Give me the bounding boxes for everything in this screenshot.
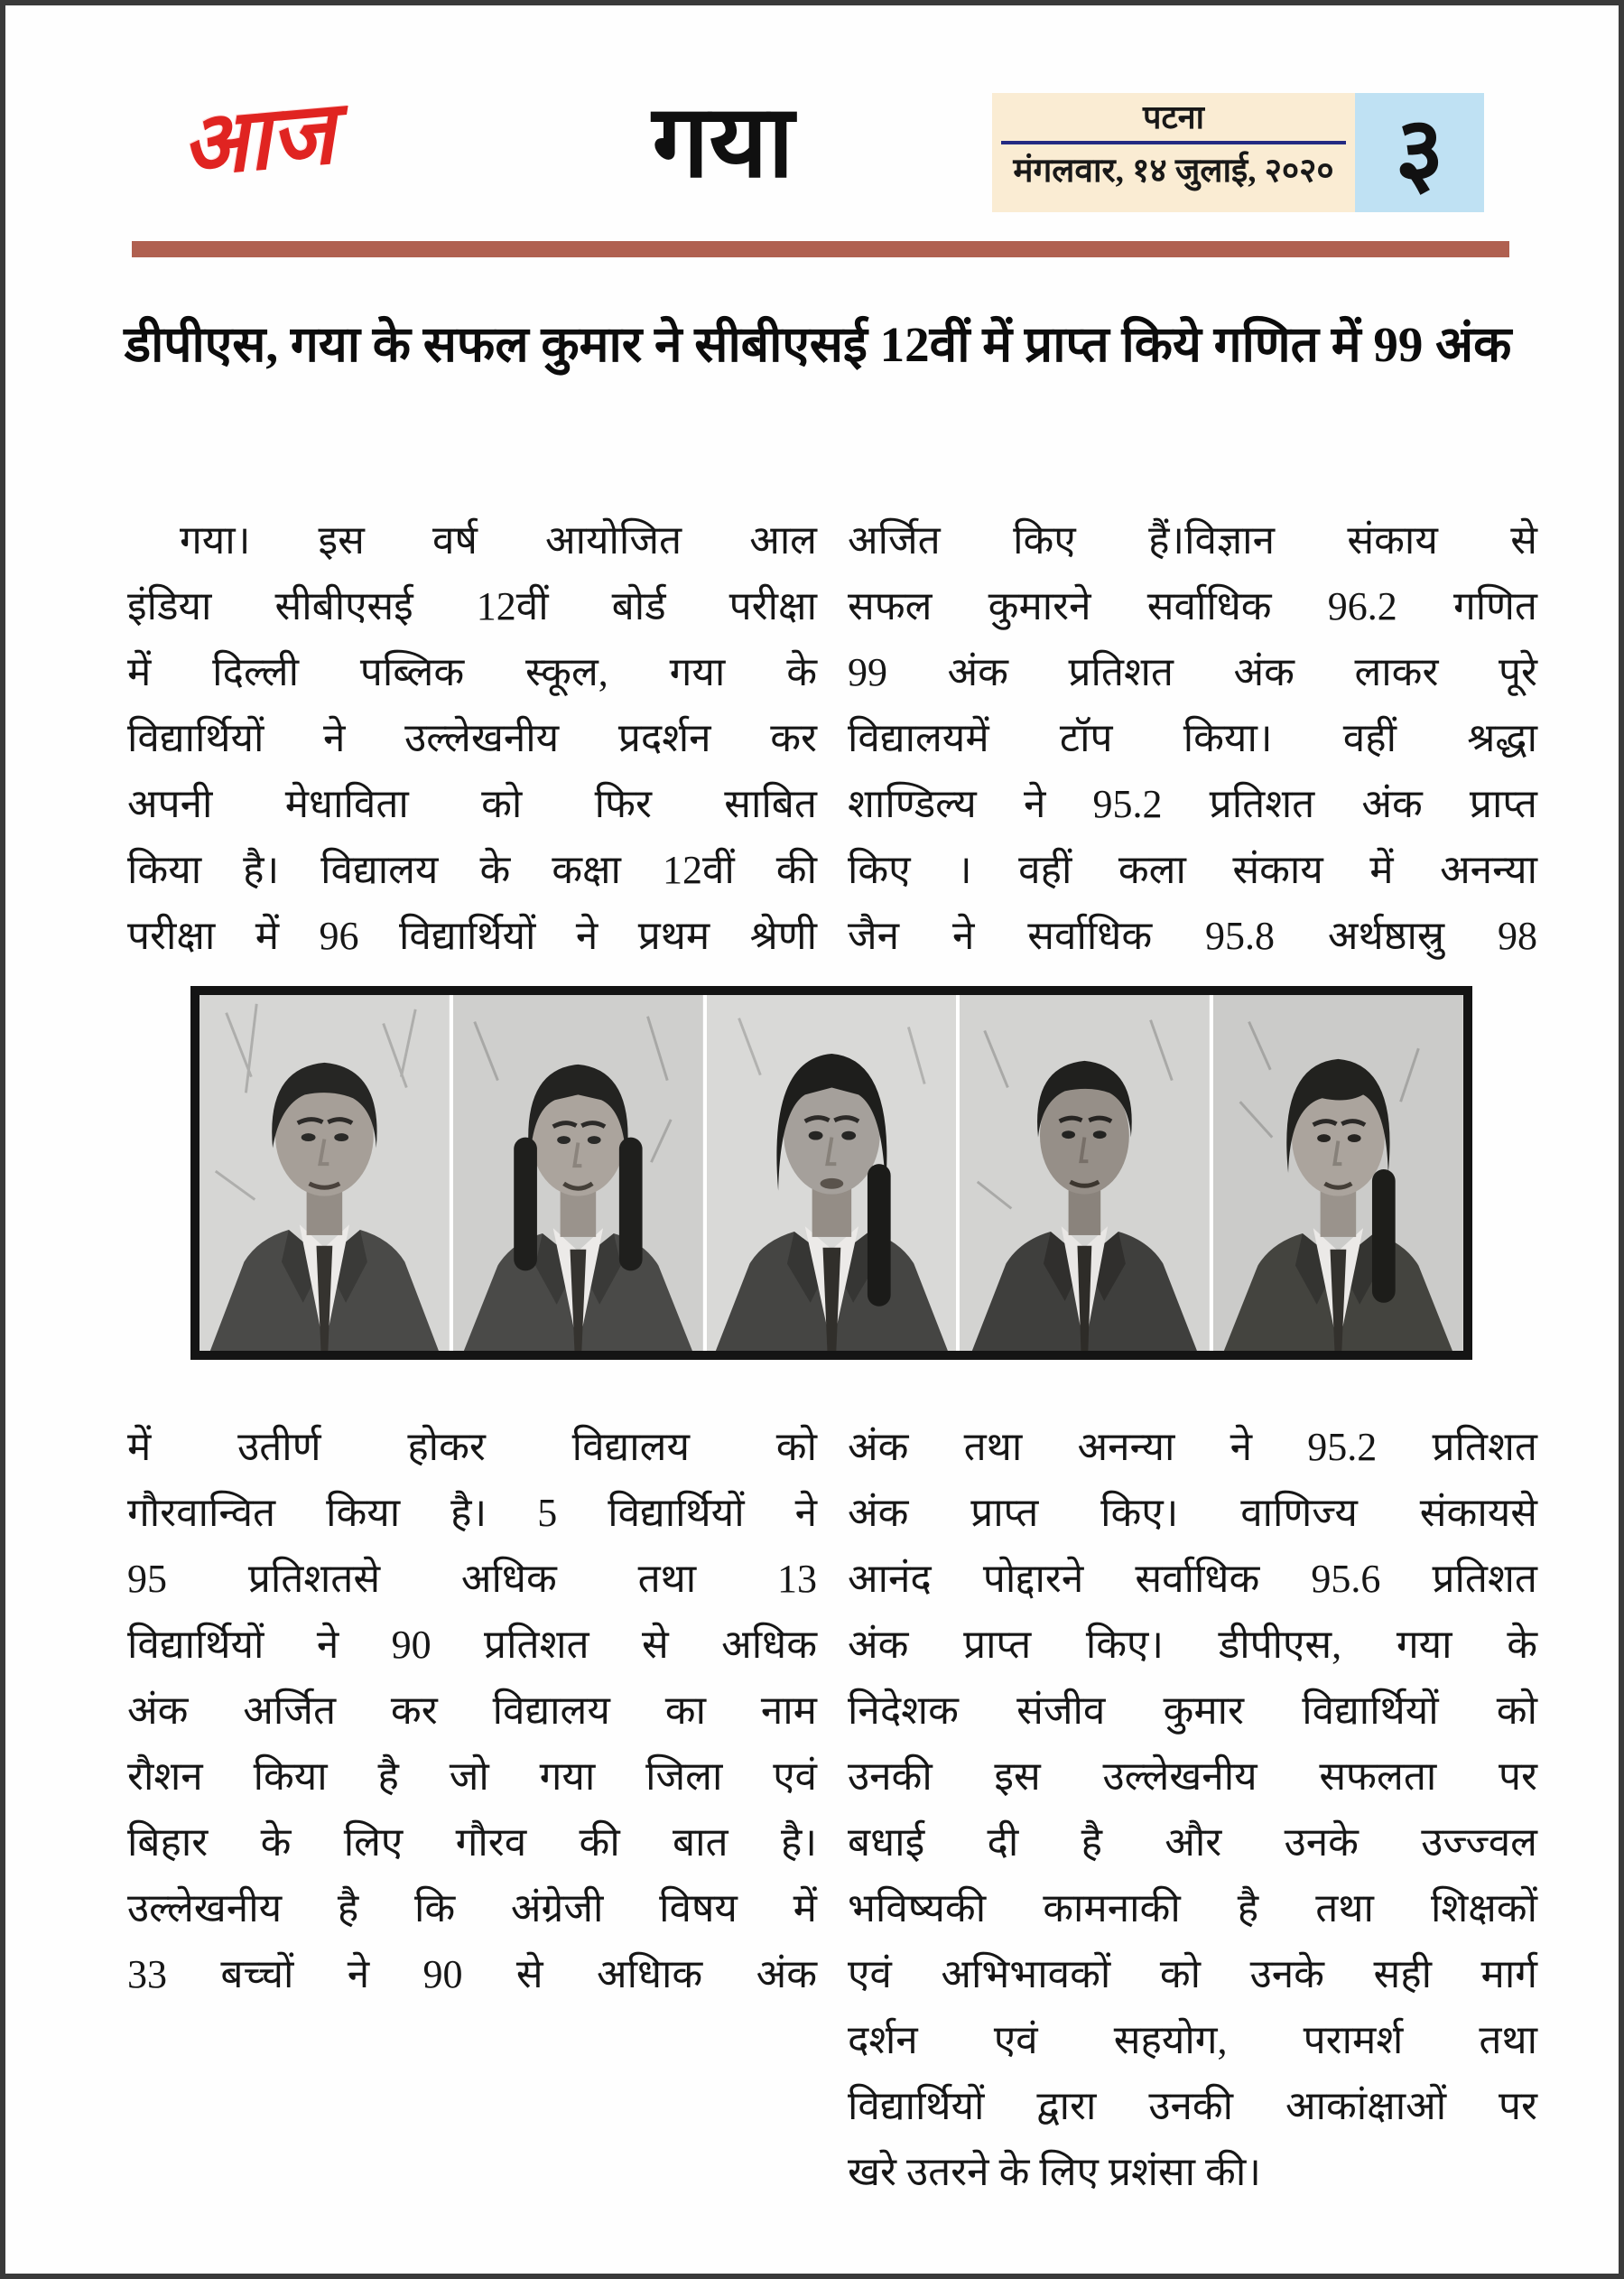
students-photo-strip bbox=[190, 986, 1472, 1360]
student-portrait-1 bbox=[200, 995, 450, 1351]
article-line: विद्यार्थियों ने 90 प्रतिशत से अधिक bbox=[127, 1623, 817, 1667]
article-line: विद्यार्थियों ने उल्लेखनीय प्रदर्शन कर bbox=[127, 716, 817, 760]
article-top-left-column bbox=[127, 507, 817, 969]
article-line: एवं अभिभावकों को उनके सही मार्ग bbox=[848, 1952, 1537, 1996]
article-line: शाण्डिल्य ने 95.2 प्रतिशत अंक प्राप्त bbox=[848, 782, 1537, 826]
article-line: 95 प्रतिशतसे अधिक तथा 13 bbox=[127, 1557, 817, 1601]
page-number-box bbox=[1355, 93, 1484, 212]
article-line: उनकी इस उल्लेखनीय सफलता पर bbox=[848, 1754, 1537, 1799]
masthead-info-box bbox=[992, 93, 1484, 212]
article-line: अंक प्राप्त किए। वाणिज्य संकायसे bbox=[848, 1491, 1537, 1535]
article-bottom-left-column bbox=[127, 1414, 817, 2205]
page-number: ३ bbox=[1395, 100, 1444, 204]
article-line: इंडिया सीबीएसई 12वीं बोर्ड परीक्षा bbox=[127, 584, 817, 628]
issue-date: मंगलवार, १४ जुलाई, २०२० bbox=[1013, 153, 1334, 190]
article-line: जैन ने सर्वाधिक 95.8 अर्थष्ठास्रु 98 bbox=[848, 914, 1537, 958]
city-name: पटना bbox=[1143, 99, 1204, 135]
article-line: गया। इस वर्ष आयोजित आल bbox=[180, 518, 817, 563]
article-line: उल्लेखनीय है कि अंग्रेजी विषय में bbox=[127, 1886, 817, 1930]
article-line: अंक प्राप्त किए। डीपीएस, गया के bbox=[848, 1623, 1537, 1667]
article-top-right-column bbox=[848, 507, 1537, 969]
article-line: भविष्यकी कामनाकी है तथा शिक्षकों bbox=[848, 1886, 1537, 1930]
article-line: विद्यार्थियों द्वारा उनकी आकांक्षाओं पर bbox=[848, 2084, 1537, 2128]
newspaper-logo: आज bbox=[177, 81, 339, 197]
article-line: अपनी मेधाविता को फिर साबित bbox=[127, 782, 817, 826]
article-headline: डीपीएस, गया के सफल कुमार ने सीबीएसई 12वीं में प्राप्त किये गणित में 99 अंक bbox=[124, 317, 1512, 372]
article-line: अंक अर्जित कर विद्यालय का नाम bbox=[127, 1688, 817, 1733]
article-line: आनंद पोद्दारने सर्वाधिक 95.6 प्रतिशत bbox=[848, 1557, 1537, 1601]
edition-title: गया bbox=[652, 87, 794, 199]
article-line: किए । वहीं कला संकाय में अनन्या bbox=[848, 848, 1537, 892]
student-portrait-5 bbox=[1213, 995, 1463, 1351]
article-line: रौशन किया है जो गया जिला एवं bbox=[127, 1754, 817, 1799]
article-line: परीक्षा में 96 विद्यार्थियों ने प्रथम श्रेणी bbox=[127, 914, 817, 958]
article-line: किया है। विद्यालय के कक्षा 12वीं की bbox=[127, 848, 817, 892]
article-line: अर्जित किए हैं।विज्ञान संकाय से bbox=[848, 518, 1537, 563]
article-line: अंक तथा अनन्या ने 95.2 प्रतिशत bbox=[848, 1425, 1537, 1469]
female-student-portrait-icon bbox=[1213, 995, 1463, 1351]
article-line: गौरवान्वित किया है। 5 विद्यार्थियों ने bbox=[127, 1491, 817, 1535]
female-student-long-hair-portrait-icon bbox=[707, 995, 957, 1351]
student-portrait-2 bbox=[453, 995, 703, 1351]
article-line: में दिल्ली पब्लिक स्कूल, गया के bbox=[127, 650, 817, 694]
article-line: में उतीर्ण होकर विद्यालय को bbox=[127, 1425, 817, 1469]
male-student-portrait-icon bbox=[960, 995, 1210, 1351]
article-line: बिहार के लिए गौरव की बात है। bbox=[127, 1820, 817, 1865]
article-line: बधाई दी है और उनके उज्ज्वल bbox=[848, 1820, 1537, 1865]
article-line: विद्यालयमें टॉप किया। वहीं श्रद्धा bbox=[848, 716, 1537, 760]
article-bottom-right-column bbox=[848, 1414, 1537, 2205]
student-portrait-3 bbox=[707, 995, 957, 1351]
student-portrait-4 bbox=[960, 995, 1210, 1351]
female-student-braids-portrait-icon bbox=[453, 995, 703, 1351]
article-line: दर्शन एवं सहयोग, परामर्श तथा bbox=[848, 2018, 1537, 2062]
article-bottom-block bbox=[127, 1414, 1537, 2205]
date-divider bbox=[1001, 141, 1346, 144]
article-line: निदेशक संजीव कुमार विद्यार्थियों को bbox=[848, 1688, 1537, 1733]
article-top-block bbox=[127, 507, 1537, 969]
article-line: 33 बच्चों ने 90 से अधिाक अंक bbox=[127, 1952, 817, 1996]
article-line: सफल कुमारने सर्वाधिक 96.2 गणित bbox=[848, 584, 1537, 628]
city-box bbox=[992, 93, 1355, 212]
male-student-portrait-icon bbox=[200, 995, 450, 1351]
masthead-rule bbox=[132, 241, 1509, 257]
article-line: 99 अंक प्रतिशत अंक लाकर पूरे bbox=[848, 650, 1537, 694]
article-line: खरे उतरने के लिए प्रशंसा की। bbox=[848, 2150, 1261, 2194]
